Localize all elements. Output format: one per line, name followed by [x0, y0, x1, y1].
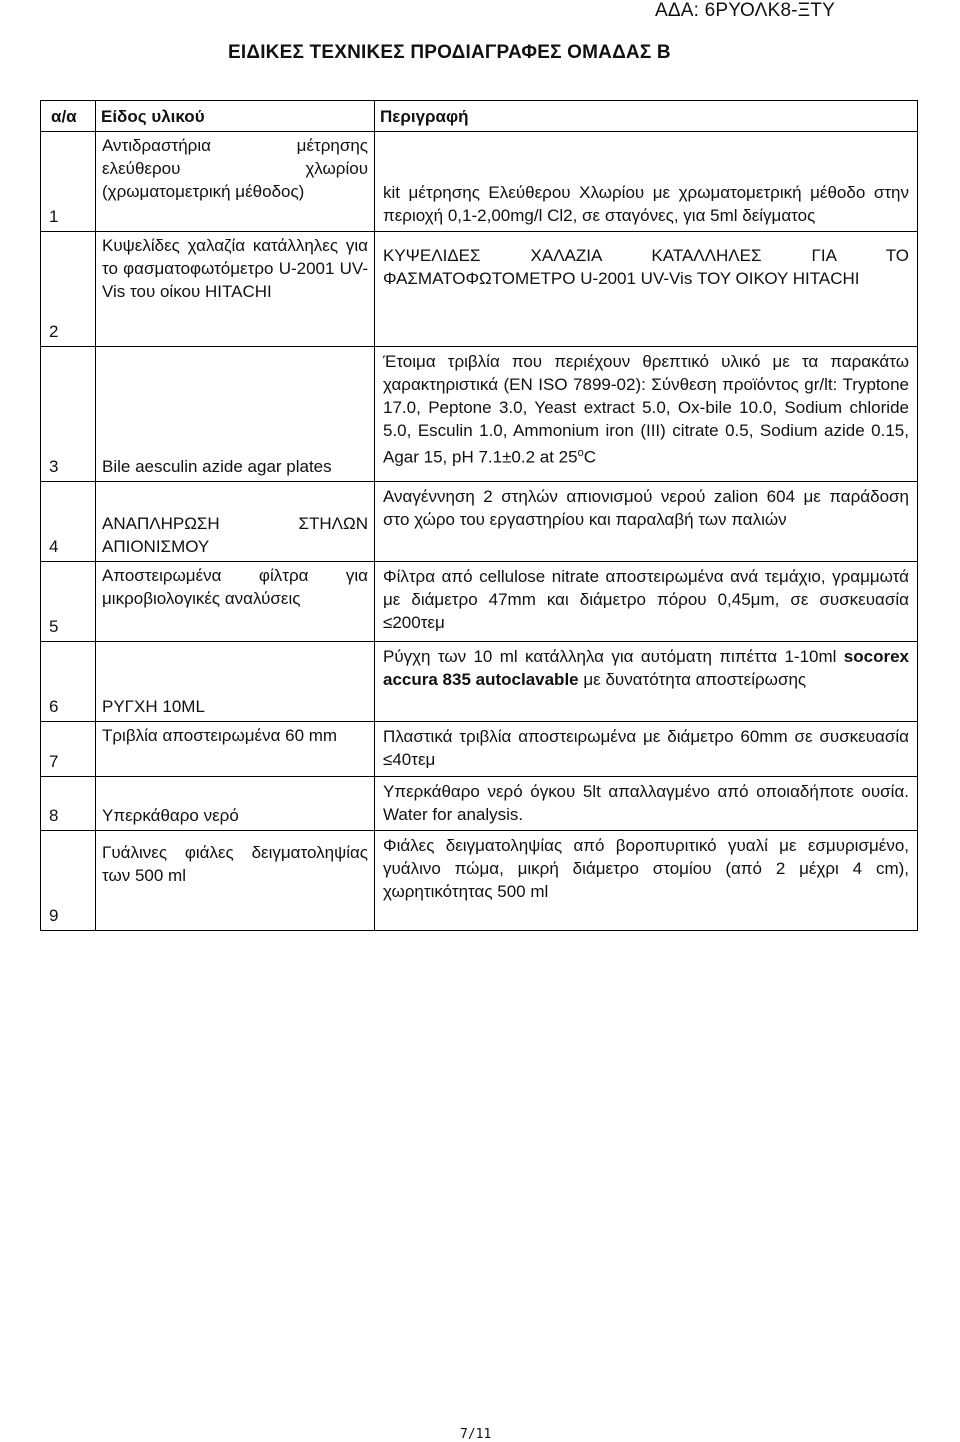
table-row — [41, 132, 918, 232]
table-header-row — [41, 101, 918, 132]
document-title: ΕΙΔΙΚΕΣ ΤΕΧΝΙΚΕΣ ΠΡΟΔΙΑΓΡΑΦΕΣ ΟΜΑΔΑΣ Β — [228, 42, 671, 63]
item-type-cell: ΑΝΑΠΛΗΡΩΣΗ ΣΤΗΛΩΝ ΑΠΙΟΝΙΣΜΟΥ — [96, 482, 375, 562]
row-number: 1 — [41, 132, 96, 232]
description-cell: Υπερκάθαρο νερό όγκου 5lt απαλλαγμένο από οποιαδήποτε ουσία. Water for analysis. — [375, 777, 918, 831]
item-type-cell: ΡΥΓΧΗ 10ML — [96, 642, 375, 722]
item-type-cell: Αντιδραστήρια μέτρησης ελεύθερου χλωρίου (χρωματομετρική μέθοδος) — [96, 132, 375, 232]
ada-code: ΑΔΑ: 6ΡΥΟΛΚ8-ΞΤΥ — [655, 0, 835, 21]
row-number: 8 — [41, 777, 96, 831]
description-unit: C — [583, 447, 596, 467]
description-cell: Αναγέννηση 2 στηλών απιονισμού νερού zalion 604 με παράδοση στο χώρο του εργαστηρίου και παραλαβή των παλιών — [375, 482, 918, 562]
table-row — [41, 562, 918, 642]
row-number: 6 — [41, 642, 96, 722]
description-text: Έτοιμα τριβλία που περιέχουν θρεπτικό υλικό με τα παρακάτω χαρακτηριστικά (EN ISO 7899-02): Σύνθεση προϊόντος gr/lt: Tryptone 17.0, Peptone 3.0, Yeast extract 5.0, Ox-bile 10.0, Sodium chloride 5.0, Esculin 1.0, Ammonium iron (III) citrate 0.5, Sodium azide 0.15, Agar 15, pH 7.1±0.2 at 25 — [383, 352, 909, 467]
description-cell — [375, 347, 918, 482]
page-number: 7/11 — [460, 1427, 492, 1442]
product-model-bold: socorex accura 835 autoclavable — [383, 647, 909, 689]
table-row — [41, 232, 918, 347]
column-header-item-type: Είδος υλικού — [96, 101, 375, 132]
description-cell: ΚΥΨΕΛΙΔΕΣ ΧΑΛΑΖΙΑ ΚΑΤΑΛΛΗΛΕΣ ΓΙΑ ΤΟ ΦΑΣΜΑΤΟΦΩΤΟΜΕΤΡΟ U-2001 UV-Vis ΤΟΥ ΟΙΚΟΥ HITACHI — [375, 232, 918, 347]
table-row — [41, 831, 918, 931]
row-number: 7 — [41, 722, 96, 777]
column-header-serial: α/α — [41, 101, 96, 132]
degree-superscript: o — [577, 447, 584, 459]
table-row — [41, 642, 918, 722]
item-type-cell: Κυψελίδες χαλαζία κατάλληλες για το φασματοφωτόμετρο U-2001 UV-Vis του οίκου HITACHI — [96, 232, 375, 347]
item-type-cell: Γυάλινες φιάλες δειγματοληψίας των 500 ml — [96, 831, 375, 931]
column-header-description: Περιγραφή — [375, 101, 918, 132]
table-row — [41, 347, 918, 482]
row-number: 4 — [41, 482, 96, 562]
row-number: 2 — [41, 232, 96, 347]
item-type-cell: Αποστειρωμένα φίλτρα για μικροβιολογικές αναλύσεις — [96, 562, 375, 642]
row-number: 9 — [41, 831, 96, 931]
row-number: 5 — [41, 562, 96, 642]
item-type-cell: Τριβλία αποστειρωμένα 60 mm — [96, 722, 375, 777]
description-cell — [375, 642, 918, 722]
description-text: Ρύγχη των 10 ml κατάλληλα για αυτόματη πιπέττα 1-10ml — [383, 647, 837, 666]
table-row — [41, 722, 918, 777]
description-cell: kit μέτρησης Ελεύθερου Χλωρίου με χρωματομετρική μέθοδο στην περιοχή 0,1-2,00mg/l Cl2, σε σταγόνες, για 5ml δείγματος — [375, 132, 918, 232]
specifications-table — [40, 100, 918, 931]
row-number: 3 — [41, 347, 96, 482]
description-cell: Πλαστικά τριβλία αποστειρωμένα με διάμετρο 60mm σε συσκευασία ≤40τεμ — [375, 722, 918, 777]
table-row — [41, 482, 918, 562]
table-row — [41, 777, 918, 831]
description-cell: Φιάλες δειγματοληψίας από βοροπυριτικό γυαλί με εσμυρισμένο, γυάλινο πώμα, μικρή διάμετρο στομίου (από 2 μέχρι 4 cm), χωρητικότητας 500 ml — [375, 831, 918, 931]
item-type-cell: Bile aesculin azide agar plates — [96, 347, 375, 482]
item-type-cell: Υπερκάθαρο νερό — [96, 777, 375, 831]
description-cell: Φίλτρα από cellulose nitrate αποστειρωμένα ανά τεμάχιο, γραμμωτά με διάμετρο 47mm και διάμετρο πόρου 0,45μm, σε συσκευασία ≤200τεμ — [375, 562, 918, 642]
description-text-end: με δυνατότητα αποστείρωσης — [583, 670, 807, 689]
